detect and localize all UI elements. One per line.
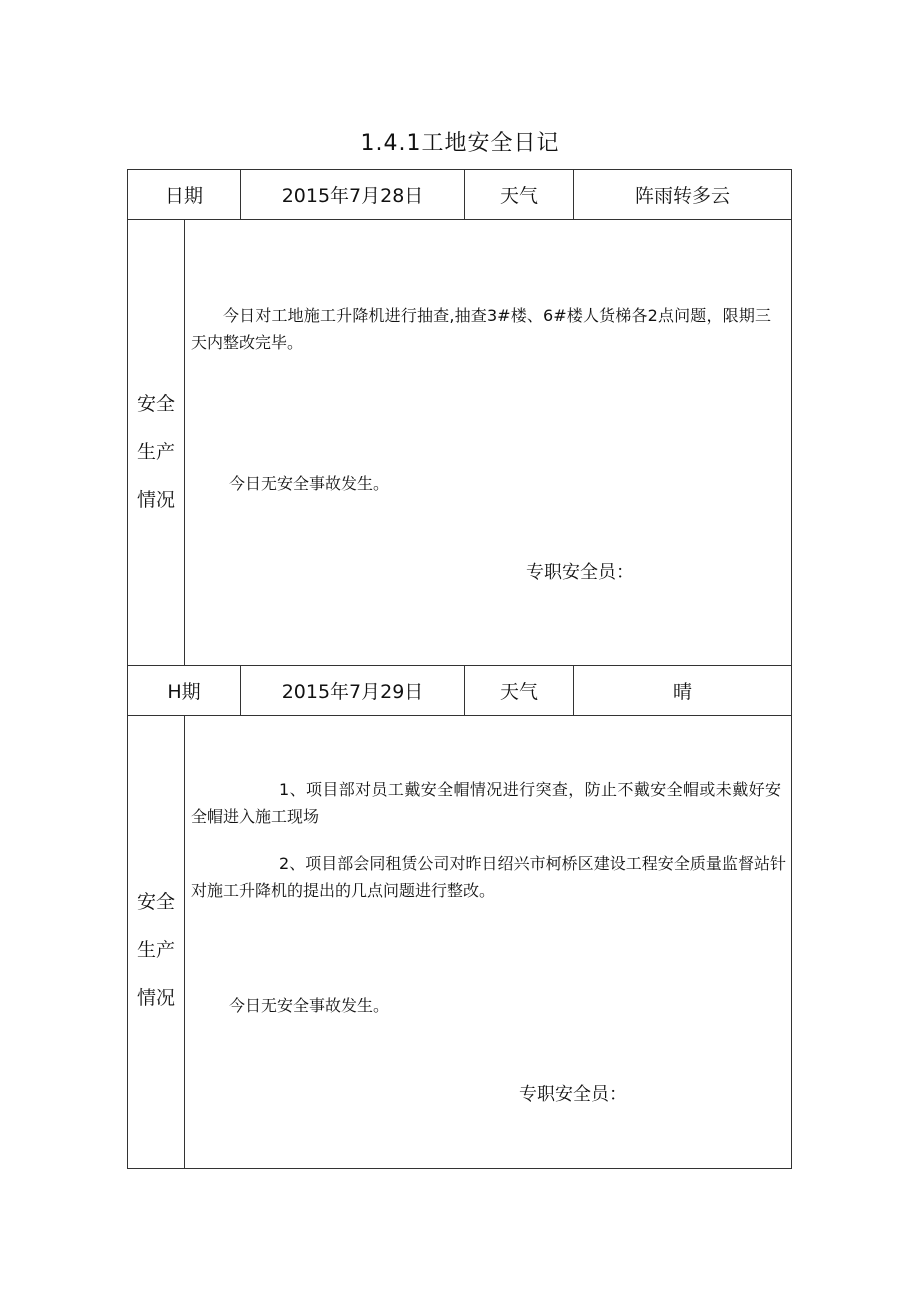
section-label-line: 安全 <box>136 891 175 913</box>
entry-2-body <box>128 716 791 1168</box>
weather-value: 晴 <box>672 681 692 703</box>
section-label-line: 生产 <box>136 441 175 463</box>
divider <box>184 220 185 665</box>
date-label: H期 <box>167 681 201 703</box>
date-label: 日期 <box>164 185 203 207</box>
weather-label: 天气 <box>499 185 538 207</box>
divider <box>184 716 185 1168</box>
section-label <box>128 380 184 524</box>
weather-label: 天气 <box>499 681 538 703</box>
safety-paragraph: 今日对工地施工升降机进行抽查,抽查3#楼、6#楼人货梯各2点问题，限期三天内整改完毕。 <box>191 306 771 352</box>
weather-value: 阵雨转多云 <box>634 185 730 207</box>
no-accident-text: 今日无安全事故发生。 <box>229 996 390 1015</box>
entry-1-header-row <box>128 170 791 220</box>
no-accident-text: 今日无安全事故发生。 <box>229 474 390 493</box>
entry-1-body <box>128 220 791 665</box>
section-label-line: 情况 <box>136 987 175 1009</box>
safety-officer-signature-label: 专职安全员： <box>526 562 634 583</box>
section-label-line: 安全 <box>136 393 175 415</box>
safety-officer-signature-label: 专职安全员： <box>519 1084 627 1105</box>
section-label <box>128 878 184 1022</box>
safety-paragraph: 1、项目部对员工戴安全帽情况进行突查，防止不戴安全帽或未戴好安全帽进入施工现场 <box>191 780 781 826</box>
document-title: 1.4.1工地安全日记 <box>360 131 560 156</box>
section-label-line: 生产 <box>136 939 175 961</box>
section-label-line: 情况 <box>136 489 175 511</box>
safety-diary-table <box>127 169 792 1169</box>
safety-paragraph: 2、项目部会同租赁公司对昨日绍兴市柯桥区建设工程安全质量监督站针对施工升降机的提出的几点问题进行整改。 <box>191 854 786 900</box>
date-value: 2015年7月29日 <box>281 681 424 703</box>
entry-2-header-row <box>128 666 791 716</box>
date-value: 2015年7月28日 <box>281 185 424 207</box>
